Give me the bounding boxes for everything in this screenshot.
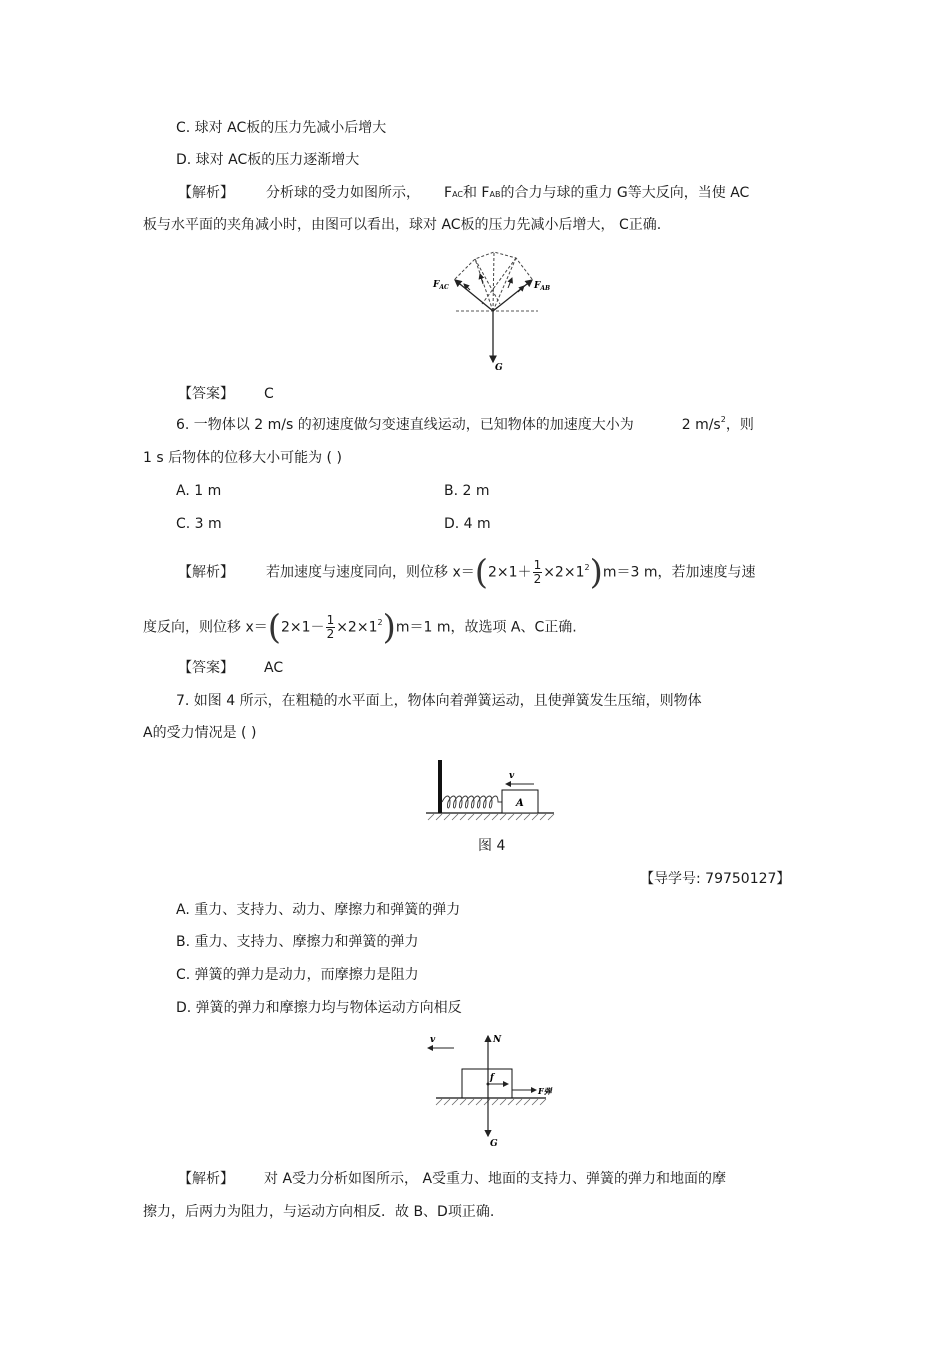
force-diagram-block-a bbox=[424, 1030, 554, 1152]
label-f: f bbox=[490, 1073, 494, 1083]
analysis-tag: 【解析】 bbox=[178, 1171, 234, 1187]
q6-option-a: A. 1 m bbox=[176, 483, 222, 499]
label-n: N bbox=[493, 1035, 502, 1045]
q5-answer: 【答案】 C bbox=[178, 386, 274, 402]
q7-analysis-line1: 【解析】 对 A受力分析如图所示， A受重力、地面的支持力、弹簧的弹力和地面的摩 bbox=[178, 1171, 727, 1187]
q7-option-b: B. 重力、支持力、摩擦力和弹簧的弹力 bbox=[176, 934, 419, 950]
q7-stem-line2: A的受力情况是 ( ) bbox=[143, 725, 257, 741]
q6-option-b: B. 2 m bbox=[444, 483, 490, 499]
label-f-ac: $F_{AC}$ bbox=[433, 280, 449, 291]
q7-option-d: D. 弹簧的弹力和摩擦力均与物体运动方向相反 bbox=[176, 1000, 462, 1016]
q6-analysis-line2: 度反向，则位移 x＝(2×1－ $\frac{1}{2}$ $\times 2\times 1^2)m=1$ m，故选项 A、C正确. bbox=[143, 607, 577, 648]
force-diagram-ball bbox=[420, 244, 570, 374]
answer-tag: 【答案】 bbox=[178, 660, 234, 676]
velocity-label-v: v bbox=[509, 771, 515, 781]
analysis-tag: 【解析】 bbox=[178, 185, 234, 201]
label-g: G bbox=[495, 363, 503, 373]
q6-stem-line1: 6. 一物体以 2 m/s 的初速度做匀变速直线运动，已知物体的加速度大小为 2 $m/s^2$，则 bbox=[176, 415, 754, 433]
velocity-label-v: v bbox=[430, 1035, 436, 1045]
q7-stem-line1: 7. 如图 4 所示，在粗糙的水平面上，物体向着弹簧运动，且使弹簧发生压缩，则物体 bbox=[176, 693, 702, 709]
q6-option-c: C. 3 m bbox=[176, 516, 222, 532]
q7-analysis-line2: 擦力，后两力为阻力，与运动方向相反．故 B、D项正确. bbox=[143, 1204, 495, 1220]
fraction-one-half: $\frac{1}{2}$ bbox=[326, 613, 335, 641]
fraction-one-half: $\frac{1}{2}$ bbox=[533, 558, 542, 586]
q7-option-a: A. 重力、支持力、动力、摩擦力和弹簧的弹力 bbox=[176, 902, 461, 918]
answer-tag: 【答案】 bbox=[178, 386, 234, 402]
q5-analysis-line1: 【解析】 分析球的受力如图所示， FAC和 FAB的合力与球的重力 G等大反向，当使 AC bbox=[178, 185, 750, 201]
q6-stem-line2: 1 s 后物体的位移大小可能为 ( ) bbox=[143, 450, 342, 466]
q5-analysis-line2: 板与水平面的夹角减小时，由图可以看出，球对 AC板的压力先减小后增大， C正确. bbox=[143, 217, 662, 233]
q6-option-d: D. 4 m bbox=[444, 516, 491, 532]
guide-number: 【导学号: 79750127】 bbox=[640, 871, 791, 887]
q6-answer: 【答案】 AC bbox=[178, 660, 284, 676]
analysis-tag: 【解析】 bbox=[178, 564, 234, 581]
q7-option-c: C. 弹簧的弹力是动力，而摩擦力是阻力 bbox=[176, 967, 419, 983]
figure-4-spring-block bbox=[422, 758, 557, 824]
label-g: G bbox=[490, 1139, 498, 1149]
q5-option-d: D. 球对 AC板的压力逐渐增大 bbox=[176, 152, 360, 168]
label-f-spring: F弹 bbox=[538, 1086, 552, 1096]
q6-analysis-line1: 【解析】 若加速度与速度同向，则位移 x＝(2×1＋ $\frac{1}{2}$ $\times 2\times 1^2)m=3$ m，若加速度与速 bbox=[178, 552, 756, 593]
label-f-ab: $F_{AB}$ bbox=[534, 281, 551, 292]
block-label-a: A bbox=[516, 798, 524, 809]
q5-option-c: C. 球对 AC板的压力先减小后增大 bbox=[176, 120, 387, 136]
figure-4-caption: 图 4 bbox=[478, 838, 506, 854]
